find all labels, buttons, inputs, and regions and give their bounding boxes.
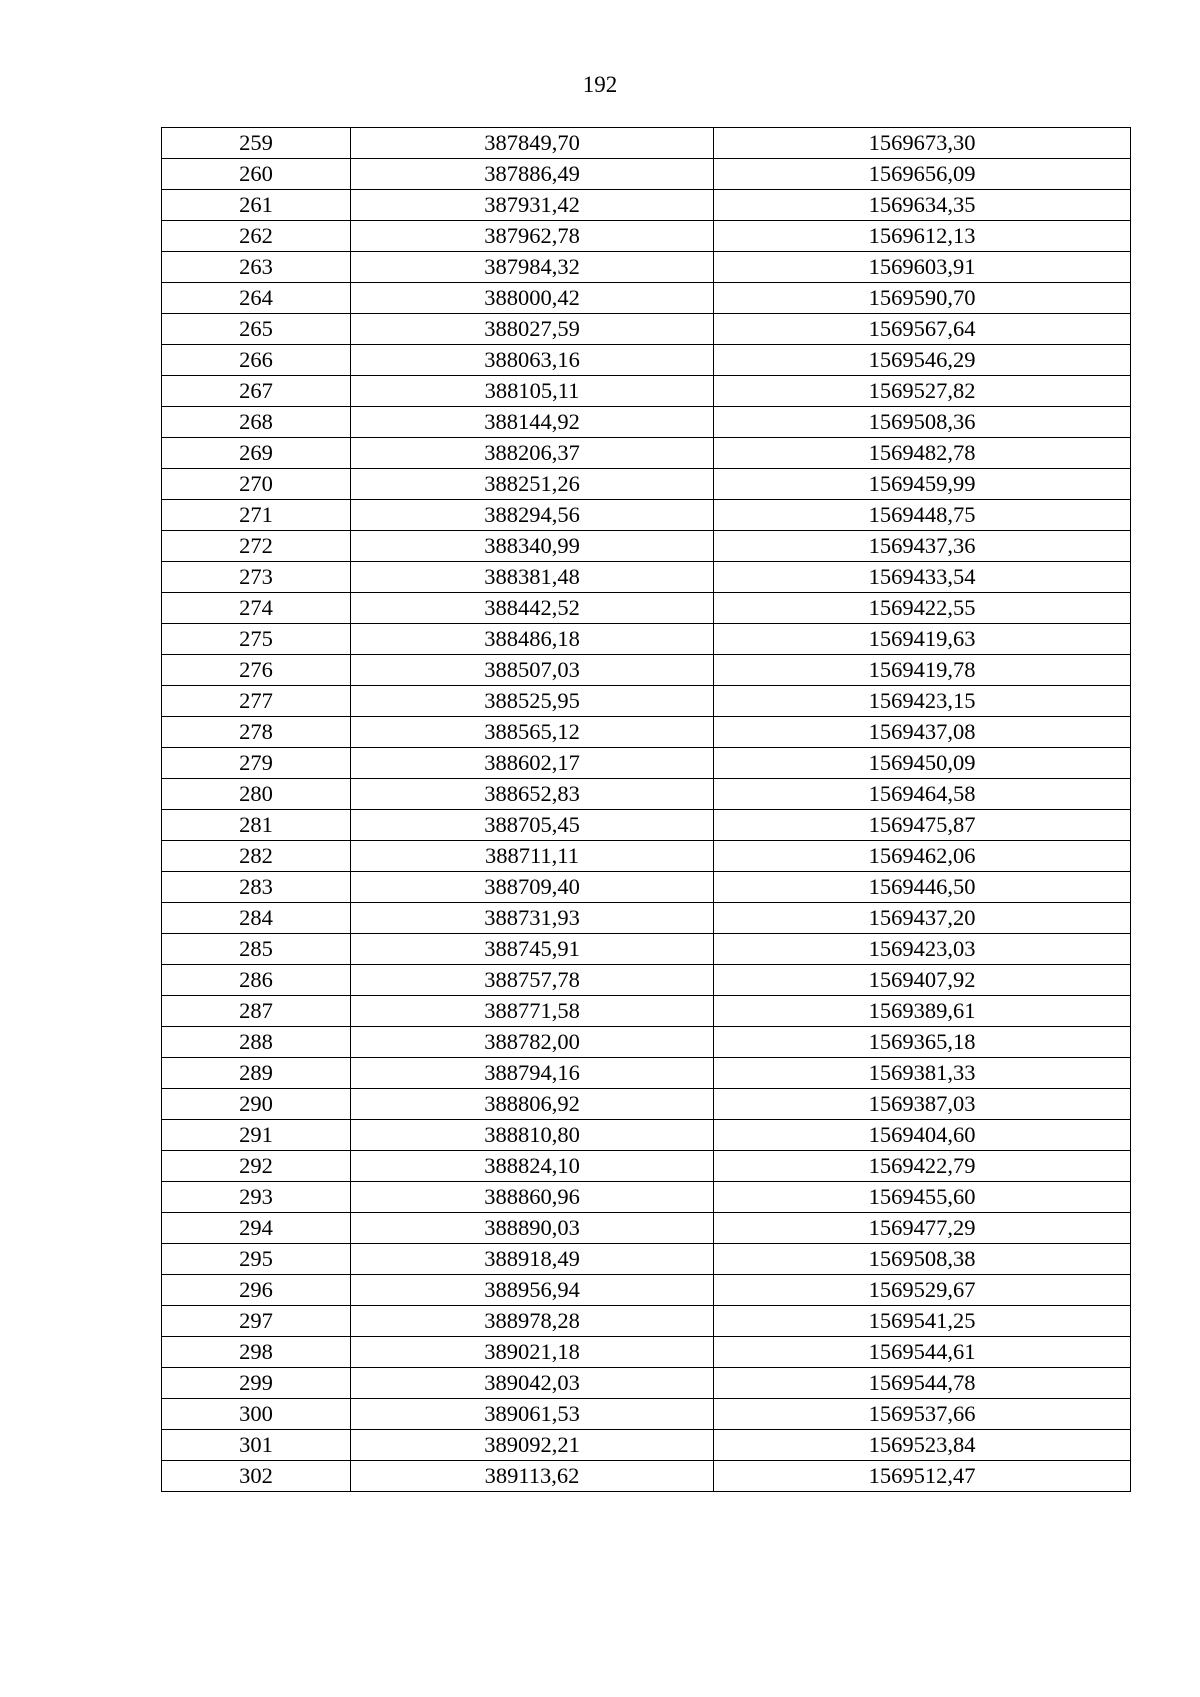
point-number-cell: 286: [162, 965, 351, 996]
y-coordinate-cell: 1569437,08: [714, 717, 1131, 748]
coordinates-table: [161, 127, 1131, 1492]
x-coordinate-cell: 387931,42: [351, 190, 714, 221]
y-coordinate-cell: 1569446,50: [714, 872, 1131, 903]
table-row: [162, 965, 1131, 996]
table-row: [162, 934, 1131, 965]
table-row: [162, 686, 1131, 717]
y-coordinate-cell: 1569462,06: [714, 841, 1131, 872]
y-coordinate-cell: 1569512,47: [714, 1461, 1131, 1492]
table-row: [162, 1182, 1131, 1213]
table-row: [162, 1213, 1131, 1244]
y-coordinate-cell: 1569381,33: [714, 1058, 1131, 1089]
table-row: [162, 531, 1131, 562]
y-coordinate-cell: 1569541,25: [714, 1306, 1131, 1337]
y-coordinate-cell: 1569590,70: [714, 283, 1131, 314]
x-coordinate-cell: 388771,58: [351, 996, 714, 1027]
table-row: [162, 779, 1131, 810]
x-coordinate-cell: 388709,40: [351, 872, 714, 903]
x-coordinate-cell: 388890,03: [351, 1213, 714, 1244]
y-coordinate-cell: 1569455,60: [714, 1182, 1131, 1213]
x-coordinate-cell: 389042,03: [351, 1368, 714, 1399]
point-number-cell: 271: [162, 500, 351, 531]
y-coordinate-cell: 1569567,64: [714, 314, 1131, 345]
y-coordinate-cell: 1569437,36: [714, 531, 1131, 562]
point-number-cell: 277: [162, 686, 351, 717]
y-coordinate-cell: 1569475,87: [714, 810, 1131, 841]
y-coordinate-cell: 1569459,99: [714, 469, 1131, 500]
x-coordinate-cell: 388782,00: [351, 1027, 714, 1058]
x-coordinate-cell: 387984,32: [351, 252, 714, 283]
y-coordinate-cell: 1569419,63: [714, 624, 1131, 655]
x-coordinate-cell: 388705,45: [351, 810, 714, 841]
y-coordinate-cell: 1569508,38: [714, 1244, 1131, 1275]
point-number-cell: 302: [162, 1461, 351, 1492]
y-coordinate-cell: 1569544,78: [714, 1368, 1131, 1399]
table-row: [162, 841, 1131, 872]
x-coordinate-cell: 389113,62: [351, 1461, 714, 1492]
table-row: [162, 345, 1131, 376]
table-row: [162, 593, 1131, 624]
y-coordinate-cell: 1569387,03: [714, 1089, 1131, 1120]
point-number-cell: 262: [162, 221, 351, 252]
y-coordinate-cell: 1569404,60: [714, 1120, 1131, 1151]
y-coordinate-cell: 1569634,35: [714, 190, 1131, 221]
y-coordinate-cell: 1569423,15: [714, 686, 1131, 717]
point-number-cell: 282: [162, 841, 351, 872]
x-coordinate-cell: 389092,21: [351, 1430, 714, 1461]
y-coordinate-cell: 1569389,61: [714, 996, 1131, 1027]
y-coordinate-cell: 1569450,09: [714, 748, 1131, 779]
y-coordinate-cell: 1569537,66: [714, 1399, 1131, 1430]
y-coordinate-cell: 1569603,91: [714, 252, 1131, 283]
table-row: [162, 1461, 1131, 1492]
point-number-cell: 295: [162, 1244, 351, 1275]
x-coordinate-cell: 388486,18: [351, 624, 714, 655]
x-coordinate-cell: 388602,17: [351, 748, 714, 779]
table-row: [162, 717, 1131, 748]
x-coordinate-cell: 388063,16: [351, 345, 714, 376]
point-number-cell: 281: [162, 810, 351, 841]
point-number-cell: 269: [162, 438, 351, 469]
x-coordinate-cell: 387849,70: [351, 128, 714, 159]
y-coordinate-cell: 1569407,92: [714, 965, 1131, 996]
x-coordinate-cell: 387962,78: [351, 221, 714, 252]
x-coordinate-cell: 388824,10: [351, 1151, 714, 1182]
y-coordinate-cell: 1569656,09: [714, 159, 1131, 190]
point-number-cell: 289: [162, 1058, 351, 1089]
point-number-cell: 263: [162, 252, 351, 283]
x-coordinate-cell: 388794,16: [351, 1058, 714, 1089]
table-row: [162, 283, 1131, 314]
point-number-cell: 292: [162, 1151, 351, 1182]
table-row: [162, 128, 1131, 159]
x-coordinate-cell: 388340,99: [351, 531, 714, 562]
y-coordinate-cell: 1569508,36: [714, 407, 1131, 438]
point-number-cell: 293: [162, 1182, 351, 1213]
x-coordinate-cell: 388251,26: [351, 469, 714, 500]
x-coordinate-cell: 388000,42: [351, 283, 714, 314]
point-number-cell: 283: [162, 872, 351, 903]
x-coordinate-cell: 389061,53: [351, 1399, 714, 1430]
point-number-cell: 287: [162, 996, 351, 1027]
x-coordinate-cell: 388860,96: [351, 1182, 714, 1213]
y-coordinate-cell: 1569529,67: [714, 1275, 1131, 1306]
point-number-cell: 298: [162, 1337, 351, 1368]
y-coordinate-cell: 1569544,61: [714, 1337, 1131, 1368]
x-coordinate-cell: 388442,52: [351, 593, 714, 624]
point-number-cell: 297: [162, 1306, 351, 1337]
x-coordinate-cell: 388294,56: [351, 500, 714, 531]
point-number-cell: 265: [162, 314, 351, 345]
y-coordinate-cell: 1569523,84: [714, 1430, 1131, 1461]
x-coordinate-cell: 388525,95: [351, 686, 714, 717]
x-coordinate-cell: 388711,11: [351, 841, 714, 872]
y-coordinate-cell: 1569477,29: [714, 1213, 1131, 1244]
point-number-cell: 268: [162, 407, 351, 438]
point-number-cell: 274: [162, 593, 351, 624]
x-coordinate-cell: 388206,37: [351, 438, 714, 469]
point-number-cell: 294: [162, 1213, 351, 1244]
x-coordinate-cell: 389021,18: [351, 1337, 714, 1368]
point-number-cell: 296: [162, 1275, 351, 1306]
table-row: [162, 1275, 1131, 1306]
x-coordinate-cell: 388806,92: [351, 1089, 714, 1120]
x-coordinate-cell: 388757,78: [351, 965, 714, 996]
y-coordinate-cell: 1569546,29: [714, 345, 1131, 376]
table-row: [162, 624, 1131, 655]
table-row: [162, 1306, 1131, 1337]
y-coordinate-cell: 1569482,78: [714, 438, 1131, 469]
table-row: [162, 469, 1131, 500]
x-coordinate-cell: 388565,12: [351, 717, 714, 748]
x-coordinate-cell: 388027,59: [351, 314, 714, 345]
table-row: [162, 810, 1131, 841]
table-row: [162, 252, 1131, 283]
x-coordinate-cell: 388956,94: [351, 1275, 714, 1306]
table-row: [162, 872, 1131, 903]
y-coordinate-cell: 1569612,13: [714, 221, 1131, 252]
x-coordinate-cell: 388918,49: [351, 1244, 714, 1275]
x-coordinate-cell: 388745,91: [351, 934, 714, 965]
point-number-cell: 288: [162, 1027, 351, 1058]
point-number-cell: 301: [162, 1430, 351, 1461]
table-row: [162, 1368, 1131, 1399]
table-row: [162, 500, 1131, 531]
coordinates-table-body: [162, 128, 1131, 1492]
point-number-cell: 264: [162, 283, 351, 314]
table-row: [162, 1430, 1131, 1461]
x-coordinate-cell: 388381,48: [351, 562, 714, 593]
point-number-cell: 285: [162, 934, 351, 965]
x-coordinate-cell: 387886,49: [351, 159, 714, 190]
x-coordinate-cell: 388652,83: [351, 779, 714, 810]
page-number: 192: [582, 72, 618, 97]
y-coordinate-cell: 1569448,75: [714, 500, 1131, 531]
x-coordinate-cell: 388144,92: [351, 407, 714, 438]
point-number-cell: 279: [162, 748, 351, 779]
point-number-cell: 284: [162, 903, 351, 934]
point-number-cell: 259: [162, 128, 351, 159]
y-coordinate-cell: 1569527,82: [714, 376, 1131, 407]
y-coordinate-cell: 1569437,20: [714, 903, 1131, 934]
point-number-cell: 275: [162, 624, 351, 655]
point-number-cell: 291: [162, 1120, 351, 1151]
x-coordinate-cell: 388731,93: [351, 903, 714, 934]
table-row: [162, 407, 1131, 438]
table-row: [162, 190, 1131, 221]
table-row: [162, 1244, 1131, 1275]
table-row: [162, 1058, 1131, 1089]
point-number-cell: 300: [162, 1399, 351, 1430]
point-number-cell: 261: [162, 190, 351, 221]
y-coordinate-cell: 1569422,55: [714, 593, 1131, 624]
y-coordinate-cell: 1569423,03: [714, 934, 1131, 965]
y-coordinate-cell: 1569422,79: [714, 1151, 1131, 1182]
point-number-cell: 299: [162, 1368, 351, 1399]
table-row: [162, 221, 1131, 252]
point-number-cell: 272: [162, 531, 351, 562]
point-number-cell: 290: [162, 1089, 351, 1120]
point-number-cell: 260: [162, 159, 351, 190]
x-coordinate-cell: 388978,28: [351, 1306, 714, 1337]
table-row: [162, 1151, 1131, 1182]
table-row: [162, 1337, 1131, 1368]
y-coordinate-cell: 1569433,54: [714, 562, 1131, 593]
y-coordinate-cell: 1569464,58: [714, 779, 1131, 810]
x-coordinate-cell: 388105,11: [351, 376, 714, 407]
table-row: [162, 996, 1131, 1027]
point-number-cell: 278: [162, 717, 351, 748]
table-row: [162, 159, 1131, 190]
point-number-cell: 273: [162, 562, 351, 593]
table-row: [162, 1399, 1131, 1430]
y-coordinate-cell: 1569673,30: [714, 128, 1131, 159]
table-row: [162, 903, 1131, 934]
table-row: [162, 314, 1131, 345]
table-row: [162, 438, 1131, 469]
table-row: [162, 1027, 1131, 1058]
table-row: [162, 748, 1131, 779]
point-number-cell: 270: [162, 469, 351, 500]
table-row: [162, 1089, 1131, 1120]
point-number-cell: 276: [162, 655, 351, 686]
table-row: [162, 562, 1131, 593]
x-coordinate-cell: 388507,03: [351, 655, 714, 686]
table-row: [162, 376, 1131, 407]
point-number-cell: 280: [162, 779, 351, 810]
table-row: [162, 655, 1131, 686]
x-coordinate-cell: 388810,80: [351, 1120, 714, 1151]
table-row: [162, 1120, 1131, 1151]
point-number-cell: 266: [162, 345, 351, 376]
y-coordinate-cell: 1569419,78: [714, 655, 1131, 686]
y-coordinate-cell: 1569365,18: [714, 1027, 1131, 1058]
point-number-cell: 267: [162, 376, 351, 407]
